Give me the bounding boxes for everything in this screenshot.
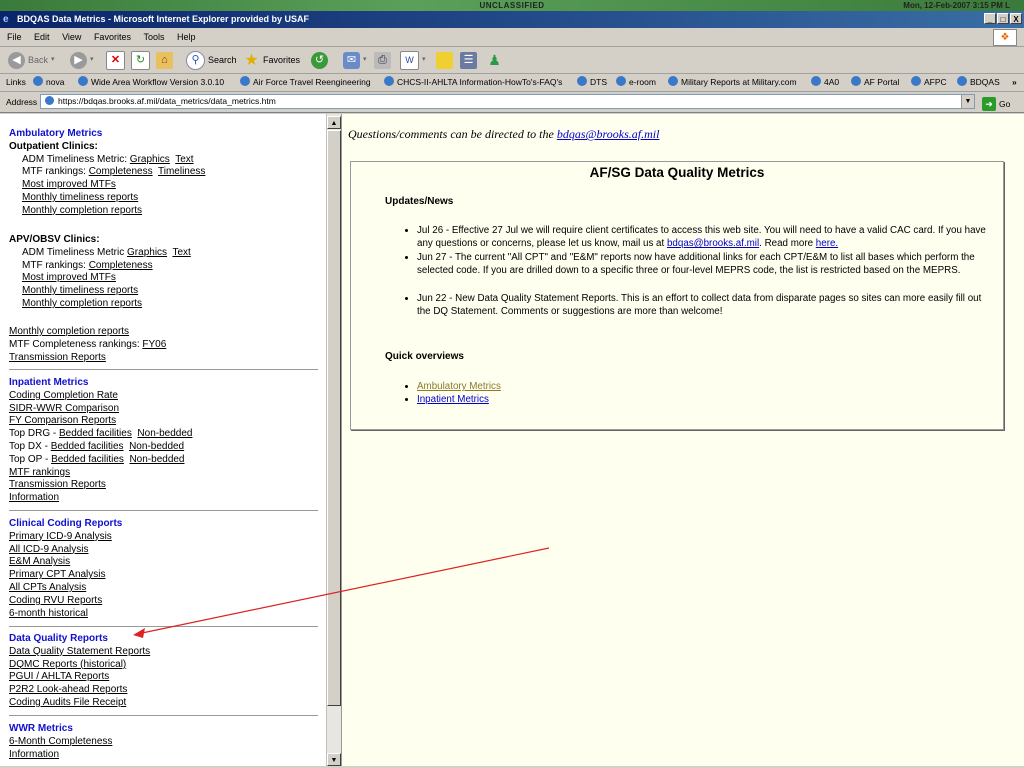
- list-item: [417, 393, 995, 406]
- monthly-completion-link[interactable]: Monthly completion reports: [22, 204, 143, 216]
- top-dx-label: Top DX -: [9, 440, 48, 452]
- scroll-up-button[interactable]: ▲: [327, 116, 341, 129]
- adm-text-link[interactable]: Text: [175, 153, 194, 165]
- inpatient-heading[interactable]: Inpatient Metrics: [9, 377, 89, 388]
- ie-page-icon: [577, 76, 587, 86]
- links-overflow-button[interactable]: »: [1012, 77, 1017, 87]
- forward-arrow-icon: ▶: [70, 52, 87, 69]
- most-improved-link[interactable]: Most improved MTFs: [22, 179, 116, 191]
- home-icon: ⌂: [156, 52, 173, 69]
- refresh-icon: ↻: [131, 51, 150, 70]
- favorites-label: Favorites: [263, 55, 301, 65]
- home-button[interactable]: [156, 50, 173, 70]
- nav-scrollbar[interactable]: [326, 114, 341, 766]
- link-af-portal[interactable]: AF Portal: [851, 74, 899, 91]
- address-label: Address: [6, 97, 38, 107]
- adm-text-link[interactable]: Text: [172, 246, 191, 258]
- stop-button[interactable]: [106, 50, 125, 70]
- metrics-panel: [350, 161, 1004, 430]
- apv-section: [9, 234, 319, 311]
- fy06-link[interactable]: FY06: [142, 338, 167, 350]
- messenger-icon: ♟: [488, 51, 501, 68]
- contact-line: [348, 127, 659, 142]
- quick-links-list: [385, 380, 995, 407]
- coding-rvu-link[interactable]: Coding RVU Reports: [9, 594, 103, 606]
- print-button[interactable]: [374, 50, 391, 70]
- em-analysis-link[interactable]: E&M Analysis: [9, 556, 71, 568]
- scroll-thumb[interactable]: [327, 130, 341, 706]
- menu-edit[interactable]: Edit: [34, 32, 50, 42]
- apv-title: APV/OBSV Clinics:: [9, 234, 100, 245]
- back-label: Back: [28, 55, 49, 65]
- mtf-completeness-link[interactable]: Completeness: [88, 166, 153, 178]
- transmission-reports-link[interactable]: Transmission Reports: [9, 351, 106, 363]
- data-quality-heading[interactable]: Data Quality Reports: [9, 633, 108, 644]
- close-button[interactable]: X: [1010, 13, 1022, 24]
- word-icon: W: [400, 51, 419, 70]
- window-title: BDQAS Data Metrics - Microsoft Internet Explorer provided by USAF: [17, 14, 310, 24]
- menu-view[interactable]: View: [62, 32, 82, 42]
- dq-statement-link[interactable]: Data Quality Statement Reports: [9, 645, 151, 657]
- primary-cpt-link[interactable]: Primary CPT Analysis: [9, 569, 106, 581]
- search-icon: ⚲: [186, 51, 205, 70]
- ambulatory-extra: [9, 326, 319, 364]
- news-item: • Jun 22 - New Data Quality Statement Reports. This is an effort to collect data from disparate pages so sites can more easily fill out the DQ Statement. Comments or suggestions are more than welcome!: [417, 292, 995, 319]
- star-icon: ★: [244, 51, 259, 69]
- ie-page-icon: [616, 76, 626, 86]
- link-bdqas[interactable]: BDQAS: [957, 74, 1000, 91]
- link-nova[interactable]: nova: [33, 74, 64, 91]
- mtf-label: MTF rankings:: [22, 166, 86, 178]
- top-dx-bedded-link[interactable]: Bedded facilities: [50, 440, 124, 452]
- top-op-bedded-link[interactable]: Bedded facilities: [51, 453, 124, 465]
- ambulatory-heading[interactable]: Ambulatory Metrics: [9, 128, 103, 139]
- news-item: • Jul 26 - Effective 27 Jul we will require client certificates to access this web site. You will need to have a valid CAC card. If you have any questions or concerns, please let us know, mail us at bdqas@brooks.af.mil. Read more here.: [417, 224, 995, 251]
- mtf-label: MTF rankings:: [22, 259, 86, 271]
- classification-label: UNCLASSIFIED: [479, 1, 545, 10]
- maximize-button[interactable]: □: [997, 13, 1009, 24]
- go-label: Go: [999, 99, 1011, 109]
- adm-graphics-link[interactable]: Graphics: [127, 246, 168, 258]
- menu-bar: [0, 28, 1024, 47]
- chevron-down-icon: ▾: [363, 56, 367, 63]
- links-label: Links: [6, 77, 26, 87]
- all-icd9-link[interactable]: All ICD-9 Analysis: [9, 543, 89, 555]
- ie-page-icon: [668, 76, 678, 86]
- top-drg-bedded-link[interactable]: Bedded facilities: [59, 428, 132, 440]
- information-link[interactable]: Information: [9, 492, 60, 504]
- dqmc-reports-link[interactable]: DQMC Reports (historical): [9, 658, 127, 670]
- history-icon: ↺: [311, 52, 328, 69]
- folder-icon: [436, 52, 453, 69]
- quick-inpatient-link[interactable]: Inpatient Metrics: [417, 394, 489, 406]
- mtf-timeliness-link[interactable]: Timeliness: [158, 166, 206, 178]
- address-dropdown-button[interactable]: ▼: [961, 95, 974, 108]
- fy-comparison-link[interactable]: FY Comparison Reports: [9, 415, 117, 427]
- divider: [9, 510, 318, 511]
- back-button[interactable]: [8, 50, 55, 70]
- information-link[interactable]: Information: [9, 748, 60, 760]
- clinical-coding-section: [9, 518, 319, 620]
- favorites-button[interactable]: [243, 50, 300, 70]
- top-dx-nonbedded-link[interactable]: Non-bedded: [129, 440, 185, 452]
- link-dts[interactable]: DTS: [577, 74, 607, 91]
- edit-button[interactable]: [400, 50, 426, 70]
- datetime-label: Mon, 12-Feb-2007 3:15 PM L: [903, 1, 1010, 10]
- quick-ambulatory-link[interactable]: Ambulatory Metrics: [417, 381, 501, 392]
- read-more-link[interactable]: here.: [815, 238, 839, 250]
- ie-page-icon: [911, 76, 921, 86]
- monthly-timeliness-link[interactable]: Monthly timeliness reports: [22, 191, 139, 203]
- transmission-reports-link[interactable]: Transmission Reports: [9, 479, 106, 491]
- link-wawf[interactable]: Wide Area Workflow Version 3.0.10: [78, 74, 224, 91]
- ie-page-icon: [78, 76, 88, 86]
- adm-label: ADM Timeliness Metric:: [22, 153, 128, 165]
- outpatient-title: Outpatient Clinics:: [9, 140, 98, 152]
- primary-icd9-link[interactable]: Primary ICD-9 Analysis: [9, 530, 112, 542]
- coding-completion-link[interactable]: Coding Completion Rate: [9, 389, 118, 401]
- minimize-button[interactable]: _: [984, 13, 996, 24]
- window-titlebar: [0, 11, 1024, 28]
- mail-button[interactable]: [343, 50, 367, 70]
- search-label: Search: [208, 55, 237, 65]
- print-icon: ⎙: [374, 52, 391, 69]
- divider: [9, 715, 318, 716]
- wwr-heading[interactable]: WWR Metrics: [9, 723, 73, 734]
- address-url: https://bdqas.brooks.af.mil/data_metrics/data_metrics.htm: [58, 96, 276, 106]
- mtf-completeness-label: MTF Completeness rankings:: [9, 338, 140, 350]
- menu-tools[interactable]: Tools: [143, 32, 165, 42]
- p2r2-link[interactable]: P2R2 Look-ahead Reports: [9, 684, 128, 696]
- pgui-ahlta-link[interactable]: PGUI / AHLTA Reports: [9, 671, 110, 683]
- address-bar: [0, 92, 1024, 113]
- messenger-button[interactable]: [486, 50, 503, 70]
- ie-page-icon: [240, 76, 250, 86]
- news-item: • Jun 27 - The current "All CPT" and "E&M" reports now have additional links for each CPT/E&M to list all bases which perform the selected code. If you are drilled down to a specific three or four-level MEPRS code, the list is restricted based on the MEPRS.: [417, 251, 995, 278]
- chevron-down-icon: ▾: [422, 56, 426, 63]
- classification-banner: [0, 0, 1024, 11]
- six-month-completeness-link[interactable]: 6-Month Completeness: [9, 735, 113, 747]
- ambulatory-section: [9, 128, 319, 218]
- research-button[interactable]: [460, 50, 477, 70]
- browser-content: [0, 114, 1024, 768]
- divider: [9, 626, 318, 627]
- windows-logo-icon: ❖: [993, 29, 1017, 46]
- page-icon: [45, 96, 54, 105]
- search-button[interactable]: [186, 50, 237, 70]
- contact-email-link[interactable]: bdqas@brooks.af.mil: [556, 127, 660, 141]
- adm-label: ADM Timeliness Metric: [22, 246, 125, 258]
- standard-toolbar: [0, 47, 1024, 74]
- address-input[interactable]: [40, 94, 975, 109]
- ie-page-icon: [851, 76, 861, 86]
- mtf-completeness-link[interactable]: Completeness: [88, 259, 153, 271]
- link-afpc[interactable]: AFPC: [911, 74, 947, 91]
- mtf-rankings-link[interactable]: MTF rankings: [9, 466, 71, 478]
- ie-page-icon: [811, 76, 821, 86]
- forward-button[interactable]: [70, 50, 94, 70]
- inpatient-section: [9, 377, 319, 505]
- top-op-label: Top OP -: [9, 453, 49, 465]
- six-month-historical-link[interactable]: 6-month historical: [9, 607, 88, 619]
- mail-icon: ✉: [343, 52, 360, 69]
- chevron-down-icon: ▾: [90, 56, 94, 63]
- sidr-wwr-link[interactable]: SIDR-WWR Comparison: [9, 402, 120, 414]
- adm-graphics-link[interactable]: Graphics: [129, 153, 170, 165]
- coding-audits-link[interactable]: Coding Audits File Receipt: [9, 696, 127, 708]
- link-military[interactable]: Military Reports at Military.com: [668, 74, 797, 91]
- updates-heading: Updates/News: [385, 196, 454, 207]
- data-quality-section: [9, 633, 319, 710]
- news-email-link[interactable]: bdqas@brooks.af.mil: [666, 238, 760, 250]
- divider: [9, 369, 318, 370]
- link-eroom[interactable]: e-room: [616, 74, 656, 91]
- ie-icon: e: [3, 14, 9, 25]
- menu-favorites[interactable]: Favorites: [93, 32, 131, 42]
- discuss-button[interactable]: [436, 50, 453, 70]
- link-travel[interactable]: Air Force Travel Reengineering: [240, 74, 371, 91]
- ie-page-icon: [33, 76, 43, 86]
- history-button[interactable]: [311, 50, 328, 70]
- monthly-completion-link[interactable]: Monthly completion reports: [9, 326, 130, 337]
- research-icon: ☰: [460, 52, 477, 69]
- top-drg-label: Top DRG -: [9, 428, 57, 440]
- wwr-section: [9, 723, 319, 761]
- main-frame: [341, 114, 1024, 766]
- back-arrow-icon: ◀: [8, 52, 25, 69]
- link-4a0[interactable]: 4A0: [811, 74, 839, 91]
- menu-help[interactable]: Help: [177, 32, 196, 42]
- contact-text: Questions/comments can be directed to the: [348, 127, 554, 141]
- links-bar: [0, 74, 1024, 92]
- panel-title: AF/SG Data Quality Metrics: [589, 165, 765, 180]
- window-controls: [984, 13, 1022, 24]
- all-cpts-link[interactable]: All CPTs Analysis: [9, 581, 87, 593]
- chevron-down-icon: ▾: [51, 56, 55, 63]
- quick-overviews-heading: Quick overviews: [385, 351, 464, 362]
- link-chcs[interactable]: CHCS-II-AHLTA Information-HowTo's-FAQ's: [384, 74, 562, 91]
- stop-icon: ✕: [106, 51, 125, 70]
- list-item: [417, 380, 995, 393]
- menu-file[interactable]: File: [7, 32, 22, 42]
- top-drg-nonbedded-link[interactable]: Non-bedded: [137, 428, 193, 440]
- go-button[interactable]: [982, 94, 1010, 114]
- monthly-completion-link[interactable]: Monthly completion reports: [22, 297, 143, 309]
- news-list: [385, 224, 995, 318]
- scroll-down-button[interactable]: ▼: [327, 753, 341, 766]
- ie-page-icon: [384, 76, 394, 86]
- refresh-button[interactable]: [131, 50, 150, 70]
- top-op-nonbedded-link[interactable]: Non-bedded: [129, 453, 185, 465]
- nav-frame: [0, 114, 326, 766]
- monthly-timeliness-link[interactable]: Monthly timeliness reports: [22, 285, 139, 297]
- clinical-coding-heading[interactable]: Clinical Coding Reports: [9, 518, 123, 529]
- most-improved-link[interactable]: Most improved MTFs: [22, 272, 116, 284]
- go-arrow-icon: ➜: [982, 97, 996, 111]
- ie-page-icon: [957, 76, 967, 86]
